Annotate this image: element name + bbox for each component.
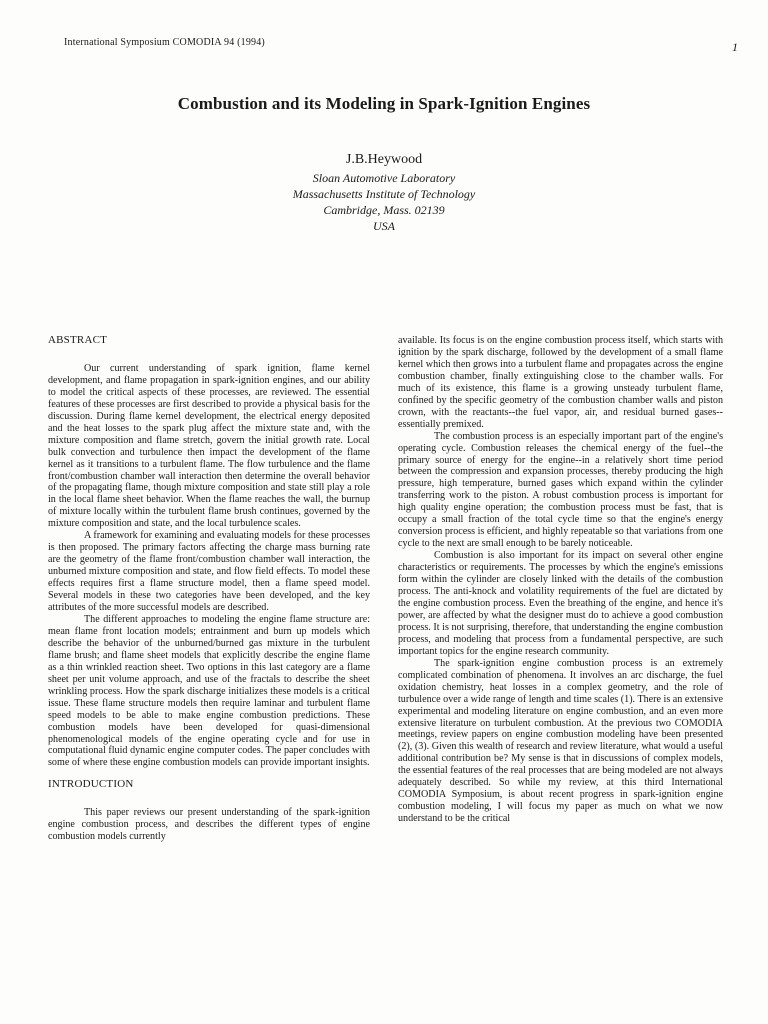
body-paragraph: The spark-ignition engine combustion process is an extremely complicated combination of phenomena. It involves an arc discharge, the fuel oxidation chemistry, heat losses in a complex geometry, and the role of turbulence over a wide range of length and time scales (1). There is an extensive experimental and modeling literature on engine combustion, and an even more extensive literature on turbulent combustion. At the previous two COMODIA meetings, review papers on engine combustion modeling have been presented (2), (3). Given this wealth of research and review literature, what would a useful additional contribution be? My sense is that in discussions of complex models, the essential features of the real processes that are being modeled are not always adequately described. So while my review, at this third International COMODIA Symposium, is about recent progress in spark-ignition engine combustion modeling, I will focus my paper as much on what we now understand to be the critical (398, 657, 723, 825)
abstract-paragraph: The different approaches to modeling the engine flame structure are: mean flame front location models; entrainment and burn up models which describe the behavior of the unburned/burned gas mixture in the turbulent flame brush; and flame sheet models that explicitly describe the engine flame as a thin wrinkled reaction sheet. Two options in this last category are a flame sheet per unit volume approach, and use of the fractals to describe the sheet wrinkling process. How the spark discharge initializes these models is a critical issue. These flame structure models then require laminar and turbulent flame speed models to be able to make engine combustion predictions. These combustion models have been developed for quasi-dimensional phenomenological models of the engine operating cycle and for use in computational fluid dynamic engine computer codes. The paper concludes with some of where these engine combustion models can provide important insights. (48, 613, 370, 769)
author-name: J.B.Heywood (345, 152, 423, 167)
affiliation-lab: Sloan Automotive Laboratory (312, 171, 456, 185)
introduction-paragraph: This paper reviews our present understanding of the spark-ignition engine combustion process, and describes the different types of engine combustion models currently (48, 807, 370, 843)
body-paragraph: available. Its focus is on the engine combustion process itself, which starts with ignition by the spark discharge, followed by the development of a small flame kernel which then grows into a turbulent flame and propagates across the engine combustion chamber, finally extinguishing close to the chamber walls. For much of its existence, this flame is a growing unsteady turbulent flame, confined by the specific geometry of the combustion chamber walls and piston crown, with the reactants--the fuel vapor, air, and residual burned gases--essentially premixed. (398, 335, 723, 430)
right-column (398, 335, 723, 825)
affiliation-country: USA (373, 219, 395, 233)
abstract-heading: ABSTRACT (48, 334, 108, 346)
running-header: International Symposium COMODIA 94 (1994) (64, 37, 265, 48)
abstract-paragraph: A framework for examining and evaluating models for these processes is then proposed. The primary factors affecting the charge mass burning rate are the geometry of the flame front/combustion chamber wall interaction, the unburned mixture composition and state, and flow field effects. To model these effects requires first a flame structure model, then a flame speed model. Several models in these two categories have been developed, and the key attributes of the more successful models are described. (48, 530, 370, 614)
affiliation-institute: Massachusetts Institute of Technology (292, 187, 476, 201)
paper-title: Combustion and its Modeling in Spark-Ignition Engines (177, 94, 591, 113)
affiliation-city: Cambridge, Mass. 02139 (323, 203, 445, 217)
author-affiliation (0, 170, 768, 234)
body-paragraph: The combustion process is an especially important part of the engine's operating cycle. Combustion releases the chemical energy of the fuel--the primary source of energy for the engine--in a relatively short time period between the compression and expansion processes, thereby producing the high pressure, high temperature, burned gases which expand within the cylinder transferring work to the piston. A robust combustion process is important for high quality engine operation; the combustion process must be fast, that is occupy a small fraction of the total cycle time so that the engine's energy conversion process is efficient, and highly repeatable so that variations from one cycle to the next are small enough to be barely noticeable. (398, 430, 723, 550)
abstract-paragraph: Our current understanding of spark ignition, flame kernel development, and flame propagation in spark-ignition engines, and our ability to model the critical aspects of these processes, are reviewed. The essential features of these processes are first described to provide a physical basis for the discussion. During flame kernel development, the electrical energy deposited and the heat losses to the spark plug affect the mixture state and, with the mixture composition and flame stretch, govern the initial growth rate. Local bulk convection and turbulence then impact the development of the flame kernel as it transitions to a turbulent flame. The flow turbulence and the flame front/combustion chamber wall interaction then determine the overall behavior of the propagating flame, though mixture composition and state still play a role in the local flame sheet behavior. When the flame reaches the wall, the burnup of mixture locally within the turbulent flame brush continues, governed by the mixture composition and state, and the local turbulence scales. (48, 362, 370, 530)
left-column (48, 335, 370, 843)
introduction-heading: INTRODUCTION (48, 778, 134, 791)
body-paragraph: Combustion is also important for its impact on several other engine characteristics or requirements. The processes by which the engine's emissions form within the cylinder are closely linked with the details of the combustion process. The anti-knock and volatility requirements of the fuel are dictated by the engine combustion process. Even the breathing of the engine, and hence it's power, are affected by what the designer must do to achieve a good combustion process. It is not surprising, therefore, that understanding the engine combustion process, and modeling that process from a fundamental perspective, are such important topics for the engine research community. (398, 550, 723, 657)
page-number: 1 (732, 40, 738, 54)
